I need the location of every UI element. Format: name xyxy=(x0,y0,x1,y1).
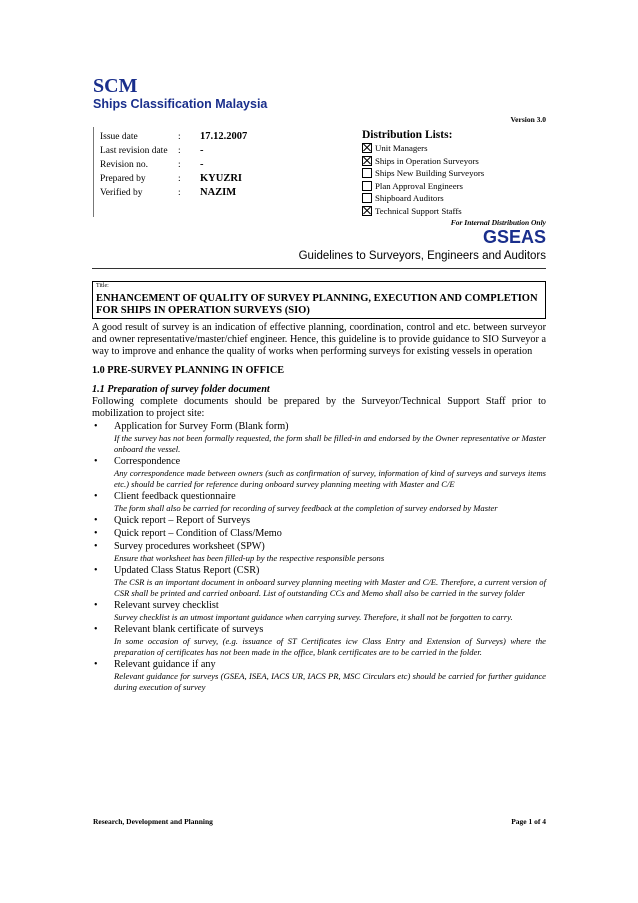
checkbox[interactable] xyxy=(362,181,372,191)
meta-label: Last revision date xyxy=(100,146,168,156)
item-title: Application for Survey Form (Blank form) xyxy=(114,421,289,432)
meta-label: Revision no. xyxy=(100,160,149,170)
item-description: The CSR is an important document in onboard survey planning meeting with Master and C/E. Therefore, a current version of CSR shall be printed and carried onboard. List of outstanding CCs and Memo shall also be carried in the survey folder xyxy=(114,577,546,598)
distribution-item xyxy=(362,205,562,218)
title-label: Title: xyxy=(96,283,109,289)
item-title: Relevant blank certificate of surveys xyxy=(114,624,264,635)
item-description: The form shall also be carried for recording of survey feedback at the completion of survey endorsed by Master xyxy=(114,503,498,513)
distribution-item xyxy=(362,167,562,180)
list-item xyxy=(92,528,546,540)
list-item xyxy=(92,515,546,527)
list-item xyxy=(92,659,546,693)
distribution-item-label: Ships in Operation Surveyors xyxy=(375,155,479,166)
item-description: Survey checklist is an utmost important guidance when carrying survey. Therefore, it shall not be forgotten to carry. xyxy=(114,612,513,622)
meta-separator: : xyxy=(178,132,181,142)
gseas-code: GSEAS xyxy=(482,227,546,247)
meta-value: - xyxy=(200,159,204,170)
list-item xyxy=(92,565,546,599)
divider xyxy=(92,268,546,269)
meta-row-issue-date xyxy=(100,130,247,144)
gseas-subtitle: Guidelines to Surveyors, Engineers and Auditors xyxy=(298,250,546,262)
item-title: Correspondence xyxy=(114,456,181,467)
meta-row-last-revision xyxy=(100,144,204,158)
footer-page-number: Page 1 of 4 xyxy=(511,817,546,826)
meta-separator: : xyxy=(178,174,181,184)
checkbox[interactable] xyxy=(362,193,372,203)
meta-value: - xyxy=(200,145,204,156)
checkbox[interactable] xyxy=(362,206,372,216)
distribution-item xyxy=(362,142,562,155)
meta-label: Prepared by xyxy=(100,174,146,184)
list-item xyxy=(92,456,546,490)
item-title: Quick report – Condition of Class/Memo xyxy=(114,528,282,539)
checkbox[interactable] xyxy=(362,156,372,166)
checkbox[interactable] xyxy=(362,168,372,178)
item-title: Relevant guidance if any xyxy=(114,659,216,670)
subsection-heading: 1.1 Preparation of survey folder document xyxy=(92,384,270,395)
meta-label: Issue date xyxy=(100,132,138,142)
item-title: Client feedback questionnaire xyxy=(114,491,236,502)
list-item xyxy=(92,600,546,623)
distribution-item-label: Technical Support Staffs xyxy=(375,205,462,216)
item-description: Ensure that worksheet has been filled-up by the respective responsible persons xyxy=(114,553,385,563)
document-meta xyxy=(93,127,274,217)
meta-value: 17.12.2007 xyxy=(200,131,248,142)
distribution-item xyxy=(362,192,562,205)
item-description: Relevant guidance for surveys (GSEA, ISEA, IACS UR, IACS PR, MSC Circulars etc) should be carried for further guidance during execution of survey xyxy=(114,671,546,692)
distribution-item-label: Plan Approval Engineers xyxy=(375,180,463,191)
meta-label: Verified by xyxy=(100,188,143,198)
item-description: If the survey has not been formally requested, the form shall be filled-in and endorsed by the Owner representative or Master onboard the vessel. xyxy=(114,433,546,454)
meta-row-verified-by xyxy=(100,186,236,200)
meta-value: KYUZRI xyxy=(200,173,243,184)
meta-value: NAZIM xyxy=(200,187,237,198)
distribution-item xyxy=(362,180,562,193)
list-item xyxy=(92,624,546,658)
list-item xyxy=(92,491,546,514)
item-description: Any correspondence made between owners (such as confirmation of survey, information of kind of surveys and surveys items etc.) should be carried for reference during onboard survey planning meeting with Master and C/E xyxy=(114,468,546,489)
company-name: Ships Classification Malaysia xyxy=(93,97,268,111)
meta-row-revision-no xyxy=(100,158,204,172)
item-title: Updated Class Status Report (CSR) xyxy=(114,565,260,576)
item-description: In some occasion of survey, (e.g. issuance of ST Certificates icw Class Entry and Extension of Surveys) where the preparation of certificates has not been made in the office, blank certificates are to be carried in the folder. xyxy=(114,636,546,657)
brand-name: SCM xyxy=(93,75,138,97)
checkbox[interactable] xyxy=(362,143,372,153)
document-version: Version 3.0 xyxy=(510,115,546,124)
intro-paragraph: A good result of survey is an indication of effective planning, coordination, control and etc. between surveyor and owner representative/master/chief engineer. Hence, this guideline is to provide guidance to SIO Surveyor a way to improve and enhance the quality of works when performing surveys for existing vessels in operation xyxy=(92,322,546,357)
list-item xyxy=(92,541,546,564)
meta-separator: : xyxy=(178,146,181,156)
list-item xyxy=(92,421,546,455)
item-title: Relevant survey checklist xyxy=(114,600,219,611)
distribution-item-label: Unit Managers xyxy=(375,143,428,153)
distribution-item-label: Ships New Building Surveyors xyxy=(375,168,485,179)
meta-separator: : xyxy=(178,188,181,198)
subsection-intro: Following complete documents should be prepared by the Surveyor/Technical Support Staff prior to mobilization to project site: xyxy=(92,396,546,419)
distribution-title: Distribution Lists: xyxy=(362,129,453,141)
distribution-item xyxy=(362,155,562,168)
section-heading: 1.0 PRE-SURVEY PLANNING IN OFFICE xyxy=(92,365,284,376)
distribution-note: For Internal Distribution Only xyxy=(450,218,546,227)
item-title: Quick report – Report of Surveys xyxy=(114,515,251,526)
document-list xyxy=(92,421,546,693)
footer-department: Research, Development and Planning xyxy=(93,817,213,826)
item-title: Survey procedures worksheet (SPW) xyxy=(114,541,265,552)
title-box xyxy=(92,281,546,319)
main-content xyxy=(92,322,546,694)
document-title: ENHANCEMENT OF QUALITY OF SURVEY PLANNING, EXECUTION AND COMPLETION FOR SHIPS IN OPERATION SURVEYS (SIO) xyxy=(96,293,538,316)
meta-separator: : xyxy=(178,160,181,170)
distribution-item-label: Shipboard Auditors xyxy=(375,193,444,204)
meta-row-prepared-by xyxy=(100,172,242,186)
distribution-list xyxy=(362,129,562,218)
